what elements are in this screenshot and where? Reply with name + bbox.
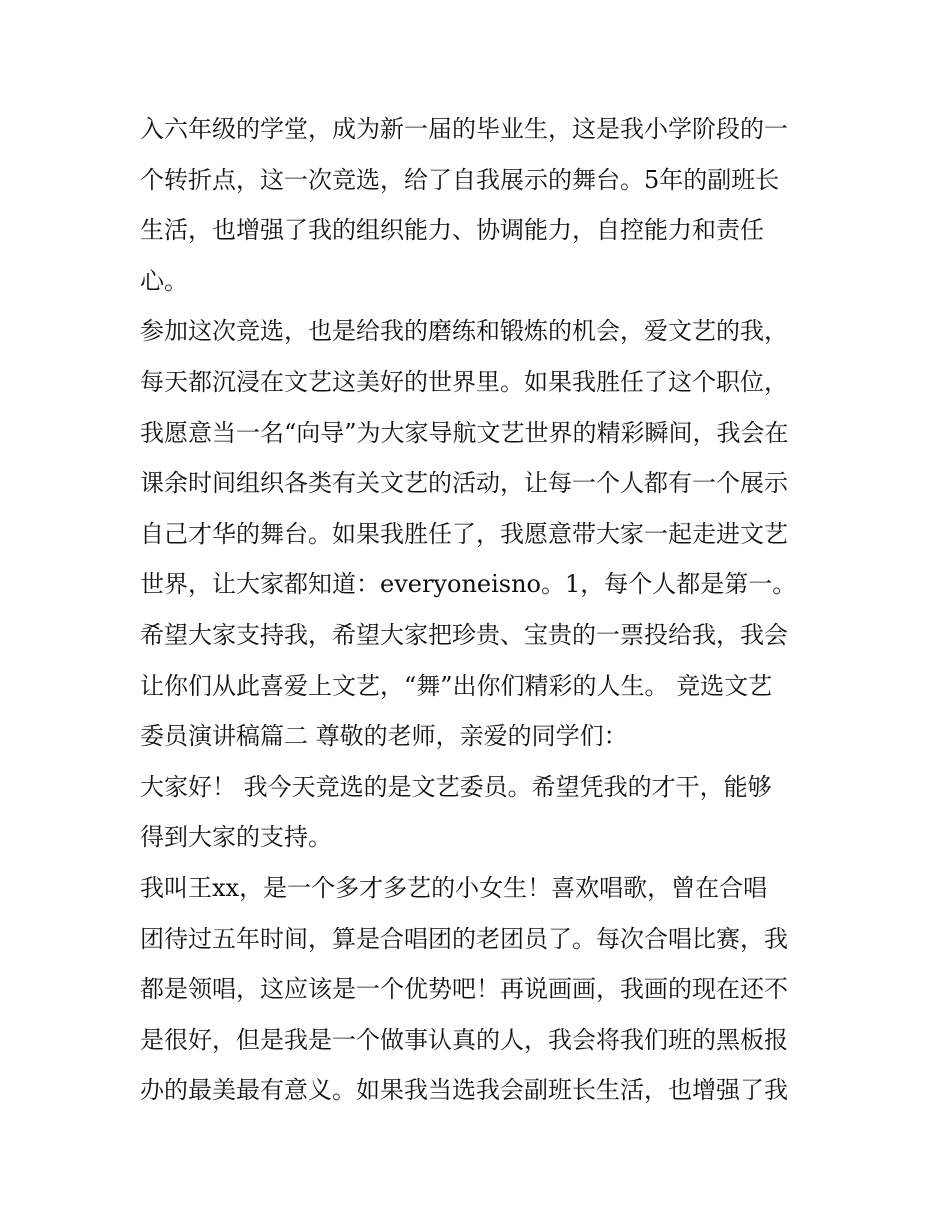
text-line: 我愿意当一名“向导”为大家导航文艺世界的精彩瞬间，我会在 [140,418,789,447]
text-line: 希望大家支持我，希望大家把珍贵、宝贵的一票投给我，我会 [140,620,788,649]
text-line: 团待过五年时间，算是合唱团的老团员了。每次合唱比赛，我 [140,924,788,953]
text-line: 都是领唱，这应该是一个优势吧！再说画画，我画的现在还不 [140,975,788,1004]
text-line: 办的最美最有意义。如果我当选我会副班长生活，也增强了我 [140,1076,788,1105]
text-line: 每天都沉浸在文艺这美好的世界里。如果我胜任了这个职位， [140,367,788,396]
text-line: 让你们从此喜爱上文艺，“舞”出你们精彩的人生。 竞选文艺 [140,671,773,700]
text-line: 入六年级的学堂，成为新一届的毕业生，这是我小学阶段的一 [140,115,788,143]
text-line: 课余时间组织各类有关文艺的活动，让每一个人都有一个展示 [140,469,788,498]
text-line: 世界，让大家都知道：everyoneisno。1，每个人都是第一。 [140,570,797,599]
text-line: 心。 [140,266,188,295]
text-line: 生活，也增强了我的组织能力、协调能力，自控能力和责任 [140,216,764,245]
text-line: 个转折点，这一次竞选，给了自我展示的舞台。5年的副班长 [140,165,780,194]
text-line: 大家好！ 我今天竞选的是文艺委员。希望凭我的才干，能够 [140,772,772,801]
document-body [140,104,830,1116]
text-line: 我叫王xx，是一个多才多艺的小女生！喜欢唱歌，曾在合唱 [140,873,768,902]
text-line: 得到大家的支持。 [140,823,332,852]
text-line: 是很好，但是我是一个做事认真的人，我会将我们班的黑板报 [140,1025,788,1054]
text-line: 参加这次竞选，也是给我的磨练和锻炼的机会，爱文艺的我， [140,317,788,346]
text-line: 委员演讲稿篇二 尊敬的老师，亲爱的同学们： [140,722,628,751]
text-line: 自己才华的舞台。如果我胜任了，我愿意带大家一起走进文艺 [140,519,788,548]
